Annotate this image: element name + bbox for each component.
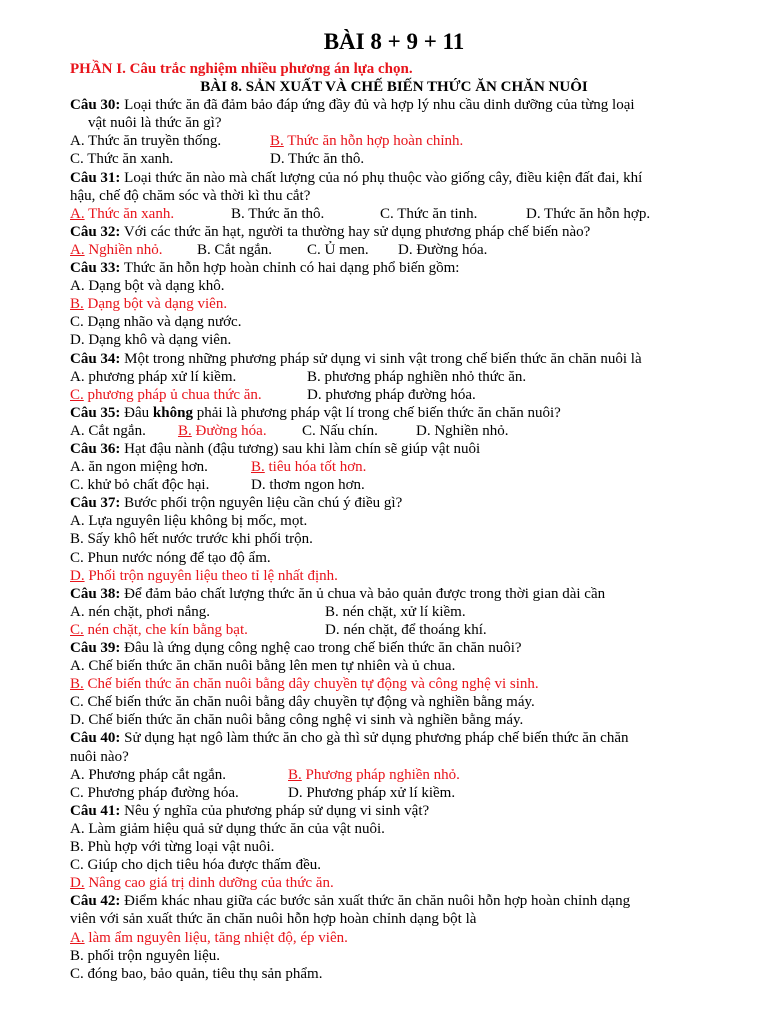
option-b-correct (70, 675, 718, 693)
question-label: Câu 34: (70, 350, 121, 367)
question-31 (70, 169, 718, 187)
option-b: B. phối trộn nguyên liệu. (70, 947, 220, 964)
option-text: Nâng cao giá trị dinh dưỡng của thức ăn. (84, 875, 334, 892)
q30-options-cd (70, 150, 718, 168)
option-b-correct (251, 459, 366, 475)
question-text: Bước phối trộn nguyên liệu cần chú ý điều gì? (120, 495, 403, 512)
q38-options-ab (70, 603, 718, 621)
question-30 (70, 96, 718, 114)
question-36 (70, 440, 718, 458)
option-b: B. nén chặt, xử lí kiềm. (325, 603, 466, 620)
option-letter: C. (70, 386, 84, 403)
option-d: D. Thức ăn hỗn hợp. (526, 205, 651, 222)
option-a: A. Thức ăn truyền thống. (70, 133, 222, 150)
option-d: D. Chế biến thức ăn chăn nuôi bằng công nghệ vi sinh và nghiền bằng máy. (70, 712, 524, 729)
q36-options-cd (70, 476, 718, 494)
q40-options-cd (70, 784, 718, 802)
option-text: Thức ăn hỗn hợp hoàn chỉnh. (283, 133, 464, 150)
option-a: A. Làm giảm hiệu quả sử dụng thức ăn của vật nuôi. (70, 820, 385, 837)
option-b: B. Phù hợp với từng loại vật nuôi. (70, 839, 275, 856)
question-32 (70, 223, 718, 241)
option-a-correct (70, 205, 231, 223)
question-label: Câu 41: (70, 802, 121, 819)
option-c: C. Giúp cho dịch tiêu hóa được thấm đều. (70, 857, 322, 874)
option-d: D. Thức ăn thô. (270, 151, 365, 168)
option-a-correct (70, 241, 197, 259)
q34-options-ab (70, 368, 718, 386)
question-text-emphasis: không (152, 404, 193, 421)
option-text: Đường hóa. (191, 422, 267, 439)
option-letter: B. (251, 459, 265, 476)
option-d: D. nén chặt, để thoáng khí. (325, 621, 487, 638)
option-b: B. Sấy khô hết nước trước khi phối trộn. (70, 531, 313, 548)
question-label: Câu 42: (70, 893, 121, 910)
q38-options-cd (70, 621, 718, 639)
question-39 (70, 639, 718, 657)
question-label: Câu 36: (70, 440, 121, 457)
question-label: Câu 40: (70, 730, 121, 747)
part-heading: PHẦN I. Câu trắc nghiệm nhiều phương án lựa chọn. (70, 61, 413, 77)
question-38 (70, 585, 718, 603)
option-d-correct (70, 874, 718, 892)
option-text: tiêu hóa tốt hơn. (264, 459, 367, 476)
question-text: Với các thức ăn hạt, người ta thường hay sử dụng phương pháp chế biến nào? (120, 223, 591, 240)
option-text: làm ẩm nguyên liệu, tăng nhiệt độ, ép viên. (84, 929, 348, 946)
option-letter: B. (70, 296, 84, 313)
question-37 (70, 494, 718, 512)
question-40 (70, 729, 718, 747)
question-text: Để đảm bảo chất lượng thức ăn ủ chua và bảo quản được trong thời gian dài cần (120, 585, 606, 602)
option-c: C. Phun nước nóng để tạo độ ẩm. (70, 549, 271, 566)
option-d: D. Nghiền nhỏ. (416, 422, 509, 439)
question-label: Câu 38: (70, 585, 121, 602)
option-a-correct (70, 929, 718, 947)
q31-options (70, 205, 718, 223)
question-text: Loại thức ăn đã đảm bảo đáp ứng đầy đủ và hợp lý nhu cầu dinh dưỡng của từng loại (120, 97, 635, 114)
option-letter: B. (288, 766, 302, 783)
question-text: Nêu ý nghĩa của phương pháp sử dụng vi sinh vật? (120, 802, 430, 819)
question-text: Sử dụng hạt ngô làm thức ăn cho gà thì sử dụng phương pháp chế biến thức ăn chăn (120, 730, 629, 747)
option-d: D. phương pháp đường hóa. (307, 386, 476, 403)
question-42 (70, 892, 718, 910)
q40-options-ab (70, 766, 718, 784)
option-b-correct (288, 767, 460, 783)
option-a: A. Cắt ngắn. (70, 422, 146, 439)
question-text: Thức ăn hỗn hợp hoàn chỉnh có hai dạng phổ biến gồm: (120, 260, 460, 277)
option-c: C. Chế biến thức ăn chăn nuôi bằng dây chuyền tự động và nghiền bằng máy. (70, 694, 535, 711)
option-letter: B. (178, 422, 192, 439)
question-text-pre: Đâu (120, 404, 153, 421)
option-b: B. Thức ăn thô. (231, 205, 325, 222)
option-c: C. Dạng nhão và dạng nước. (70, 314, 242, 331)
option-letter: A. (70, 929, 85, 946)
question-text-post: phải là phương pháp vật lí trong chế biến thức ăn chăn nuôi? (192, 404, 561, 421)
option-b-correct (70, 295, 718, 313)
option-c: C. Thức ăn xanh. (70, 151, 174, 168)
option-text: Chế biến thức ăn chăn nuôi bằng dây chuyền tự động và công nghệ vi sinh. (83, 676, 539, 693)
option-a: A. Chế biến thức ăn chăn nuôi bằng lên men tự nhiên và ủ chua. (70, 658, 456, 675)
q36-options-ab (70, 458, 718, 476)
option-a: A. ăn ngon miệng hơn. (70, 459, 208, 476)
option-a: A. Lựa nguyên liệu không bị mốc, mọt. (70, 513, 308, 530)
option-c: C. khử bỏ chất độc hại. (70, 477, 210, 494)
option-d: D. Dạng khô và dạng viên. (70, 332, 232, 349)
option-a: A. nén chặt, phơi nắng. (70, 603, 210, 620)
question-33 (70, 259, 718, 277)
question-31-cont: hậu, chế độ chăm sóc và thời kì thu cắt? (70, 187, 311, 204)
question-label: Câu 33: (70, 260, 121, 277)
option-b-correct (270, 133, 463, 149)
option-a: A. Dạng bột và dạng khô. (70, 278, 225, 295)
option-d: D. Đường hóa. (398, 241, 488, 258)
question-35 (70, 404, 718, 422)
option-letter: D. (70, 875, 85, 892)
lesson-heading: BÀI 8. SẢN XUẤT VÀ CHẾ BIẾN THỨC ĂN CHĂN NUÔI (200, 79, 588, 96)
option-a: A. phương pháp xử lí kiềm. (70, 368, 237, 385)
question-text: Đâu là ứng dụng công nghệ cao trong chế biến thức ăn chăn nuôi? (120, 640, 522, 656)
option-text: Phối trộn nguyên liệu theo tỉ lệ nhất định. (84, 567, 338, 584)
option-c-correct (70, 621, 325, 639)
option-c-correct (70, 386, 307, 404)
option-b: B. Cắt ngắn. (197, 241, 272, 258)
option-text: Nghiền nhỏ. (84, 241, 163, 258)
question-34 (70, 350, 718, 368)
question-text: Điểm khác nhau giữa các bước sản xuất thức ăn chăn nuôi hỗn hợp hoàn chỉnh dạng (120, 893, 631, 910)
option-c: C. Phương pháp đường hóa. (70, 784, 239, 801)
q35-options (70, 422, 718, 440)
option-letter: A. (70, 205, 85, 222)
question-label: Câu 30: (70, 97, 121, 114)
q30-options-ab (70, 132, 718, 150)
option-text: phương pháp ủ chua thức ăn. (83, 386, 262, 403)
option-c: C. Nấu chín. (302, 422, 378, 439)
option-text: Dạng bột và dạng viên. (83, 296, 228, 313)
option-a: A. Phương pháp cắt ngắn. (70, 766, 227, 783)
question-label: Câu 37: (70, 495, 121, 512)
question-label: Câu 39: (70, 640, 121, 656)
question-42-cont: viên với sản xuất thức ăn chăn nuôi hỗn hợp hoàn chỉnh dạng bột là (70, 911, 477, 928)
question-41 (70, 802, 718, 820)
question-label: Câu 35: (70, 404, 121, 421)
page-title: BÀI 8 + 9 + 11 (323, 29, 465, 54)
option-d-correct (70, 567, 718, 585)
q34-options-cd (70, 386, 718, 404)
question-text: Một trong những phương pháp sử dụng vi sinh vật trong chế biến thức ăn chăn nuôi là (120, 350, 642, 367)
option-b-correct (178, 422, 302, 440)
question-text: Loại thức ăn nào mà chất lượng của nó phụ thuộc vào giống cây, điều kiện đất đai, khí (120, 169, 643, 186)
option-letter: B. (70, 676, 84, 693)
question-label: Câu 31: (70, 169, 121, 186)
question-30-cont: vật nuôi là thức ăn gì? (88, 115, 222, 132)
option-c: C. Thức ăn tinh. (380, 205, 478, 222)
option-letter: D. (70, 567, 85, 584)
option-letter: B. (270, 133, 284, 150)
option-c: C. đóng bao, bảo quản, tiêu thụ sản phẩm. (70, 965, 323, 982)
question-label: Câu 32: (70, 223, 121, 240)
option-d: D. thơm ngon hơn. (251, 477, 365, 494)
option-letter: A. (70, 241, 85, 258)
option-text: Thức ăn xanh. (84, 205, 175, 222)
option-letter: C. (70, 621, 84, 638)
option-d: D. Phương pháp xử lí kiềm. (288, 784, 456, 801)
option-text: Phương pháp nghiền nhỏ. (301, 766, 460, 783)
question-text: Hạt đậu nành (đậu tương) sau khi làm chín sẽ giúp vật nuôi (120, 440, 481, 457)
q32-options (70, 241, 718, 259)
option-b: B. phương pháp nghiền nhỏ thức ăn. (307, 368, 527, 385)
option-c: C. Ủ men. (307, 241, 369, 258)
question-40-cont: nuôi nào? (70, 748, 129, 765)
option-text: nén chặt, che kín bằng bạt. (83, 621, 248, 638)
